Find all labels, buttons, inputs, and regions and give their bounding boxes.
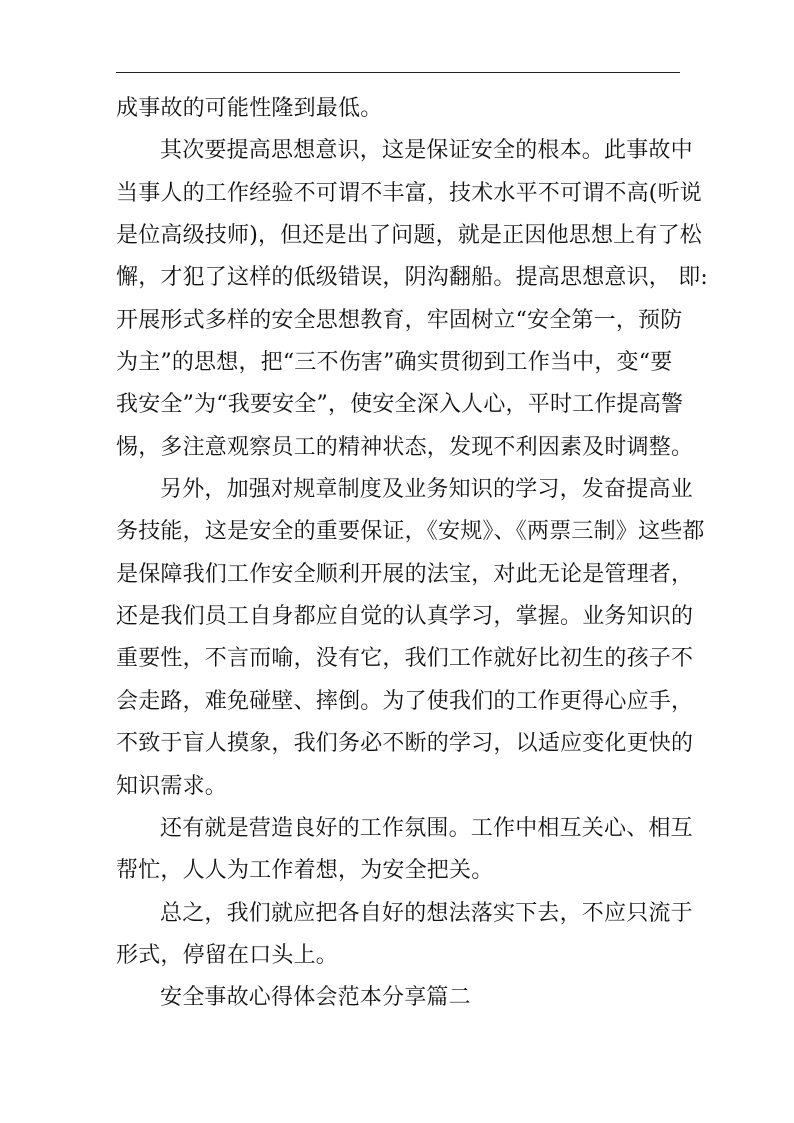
text-line: 还有就是营造良好的工作氛围。工作中相互关心、相互 — [160, 815, 693, 841]
text-line: 不致于盲人摸象，我们务必不断的学习，以适应变化更快的 — [116, 731, 694, 757]
text-line: 懈，才犯了这样的低级错误，阴沟翻船。提高思想意识， 即: — [116, 265, 709, 291]
text-line: 会走路，难免碰壁、摔倒。为了使我们的工作更得心应手， — [116, 688, 694, 714]
text-line: 为主”的思想，把“三不伤害”确实贯彻到工作当中，变“要 — [116, 350, 673, 376]
text-line: 重要性，不言而喻，没有它，我们工作就好比初生的孩子不 — [116, 646, 694, 672]
text-line: 帮忙，人人为工作着想，为安全把关。 — [116, 858, 494, 884]
text-line: 其次要提高思想意识，这是保证安全的根本。此事故中 — [160, 138, 693, 164]
text-line: 惕，多注意观察员工的精神状态，发现不利因素及时调整。 — [116, 434, 694, 460]
text-line: 总之，我们就应把各自好的想法落实下去，不应只流于 — [160, 900, 693, 926]
text-line: 开展形式多样的安全思想教育，牢固树立“安全第一，预防 — [116, 307, 683, 333]
header-rule — [116, 72, 680, 73]
text-line: 是保障我们工作安全顺利开展的法宝，对此无论是管理者， — [116, 561, 694, 587]
text-line: 是位高级技师)，但还是出了问题，就是正因他思想上有了松 — [116, 223, 702, 249]
text-line: 务技能，这是安全的重要保证，《安规》、《两票三制》这些都 — [116, 519, 705, 545]
text-line: 当事人的工作经验不可谓不丰富，技术水平不可谓不高(听说 — [116, 180, 702, 206]
text-line: 安全事故心得体会范本分享篇二 — [160, 985, 471, 1011]
text-line: 另外，加强对规章制度及业务知识的学习，发奋提高业 — [160, 477, 693, 503]
text-line: 成事故的可能性隆到最低。 — [116, 96, 383, 121]
body-text — [116, 88, 709, 1020]
text-line: 还是我们员工自身都应自觉的认真学习，掌握。业务知识的 — [116, 604, 694, 630]
text-line: 形式，停留在口头上。 — [116, 942, 339, 968]
text-line: 知识需求。 — [116, 773, 228, 799]
text-line: 我安全”为“我要安全”，使安全深入人心，平时工作提高警 — [116, 392, 684, 418]
